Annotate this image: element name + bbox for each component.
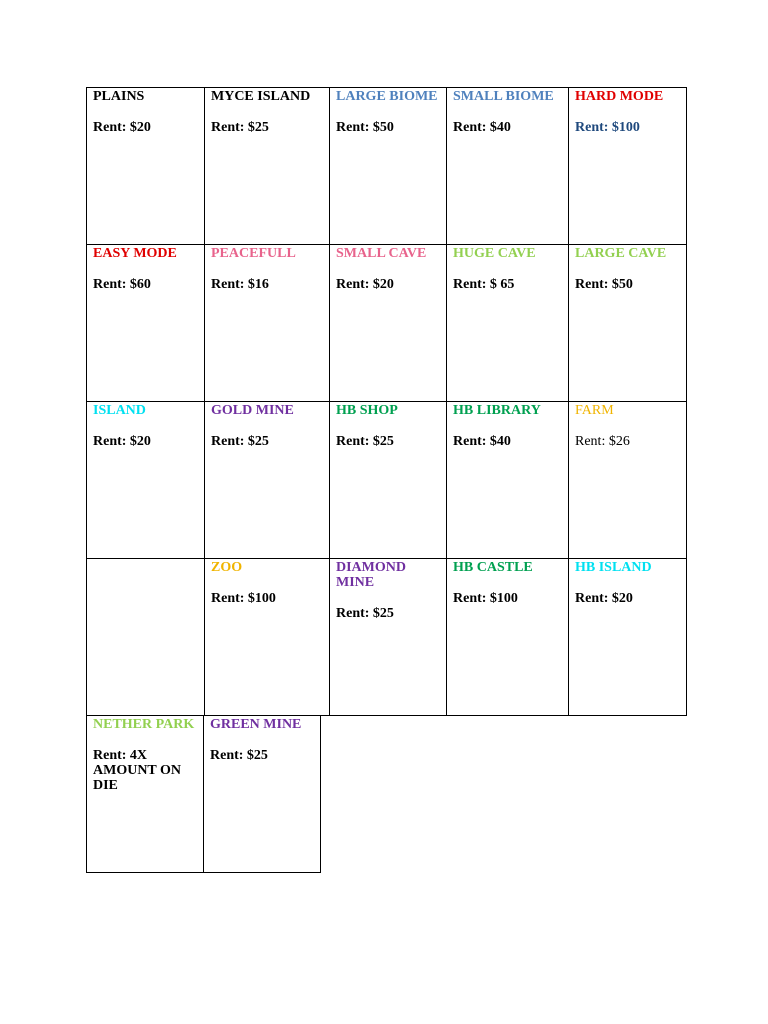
property-rent: Rent: 4X AMOUNT ON DIE [93,748,182,793]
property-cell [86,715,204,873]
property-cell [568,558,687,716]
property-cell [203,715,321,873]
property-rent: Rent: $60 [93,277,151,292]
property-cell [204,401,330,559]
table-row [86,244,686,401]
table-row [86,715,686,872]
property-rent: Rent: $25 [336,606,394,621]
property-cell [204,558,330,716]
property-rent: Rent: $20 [93,434,151,449]
property-name: HB CASTLE [453,560,533,575]
property-rent: Rent: $26 [575,434,630,449]
property-cell [86,244,205,402]
property-cell [446,401,569,559]
property-rent: Rent: $20 [93,120,151,135]
property-rent: Rent: $100 [211,591,276,606]
property-rent: Rent: $40 [453,434,511,449]
property-cell [329,87,447,245]
property-rent: Rent: $50 [336,120,394,135]
property-cell [446,244,569,402]
property-name: SMALL BIOME [453,89,554,104]
property-rent: Rent: $16 [211,277,269,292]
property-name: LARGE CAVE [575,246,667,261]
property-cell [568,401,687,559]
property-cell [204,244,330,402]
property-name: ZOO [211,560,243,575]
property-cell [329,558,447,716]
property-name: HARD MODE [575,89,664,104]
property-rent: Rent: $25 [210,748,268,763]
table-row [86,558,686,715]
property-rent: Rent: $40 [453,120,511,135]
property-rent: Rent: $100 [575,120,640,135]
property-name: DIAMOND MINE [336,560,406,590]
property-name: MYCE ISLAND [211,89,311,104]
property-cell [86,401,205,559]
property-name: HB LIBRARY [453,403,541,418]
property-name: HB SHOP [336,403,398,418]
property-name: SMALL CAVE [336,246,427,261]
property-rent: Rent: $20 [575,591,633,606]
property-rent: Rent: $50 [575,277,633,292]
property-cell [204,87,330,245]
property-name: PLAINS [93,89,145,104]
property-name: HB ISLAND [575,560,652,575]
table-row [86,87,686,244]
property-rent: Rent: $25 [211,120,269,135]
property-name: HUGE CAVE [453,246,536,261]
property-name: LARGE BIOME [336,89,438,104]
property-cell [329,244,447,402]
property-name: GOLD MINE [211,403,294,418]
property-rent: Rent: $100 [453,591,518,606]
property-cell [446,558,569,716]
empty-cell [86,558,205,716]
property-rent: Rent: $ 65 [453,277,515,292]
property-rent: Rent: $20 [336,277,394,292]
property-rent: Rent: $25 [211,434,269,449]
property-cell [446,87,569,245]
property-rent: Rent: $25 [336,434,394,449]
property-name [93,560,198,575]
property-cell [568,244,687,402]
property-name: PEACEFULL [211,246,296,261]
property-table [86,87,686,872]
property-name: EASY MODE [93,246,177,261]
property-name: NETHER PARK [93,717,195,732]
property-cell [568,87,687,245]
property-cell [86,87,205,245]
property-name: ISLAND [93,403,146,418]
property-name: GREEN MINE [210,717,302,732]
table-row [86,401,686,558]
property-name: FARM [575,403,614,418]
property-cell [329,401,447,559]
